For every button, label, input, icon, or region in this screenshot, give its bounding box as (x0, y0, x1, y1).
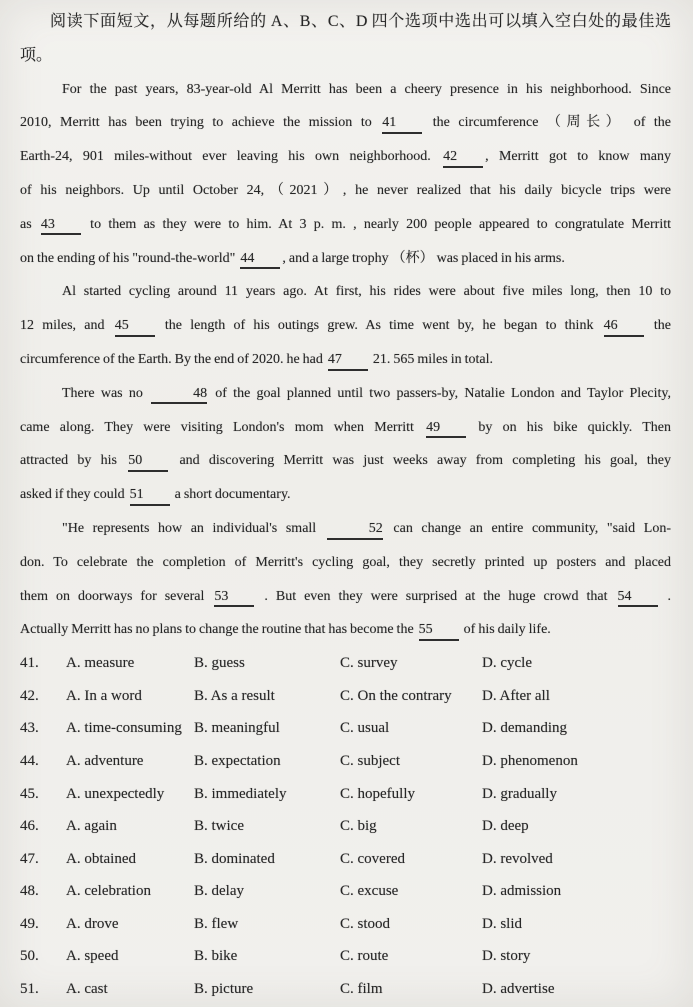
option-d: D. phenomenon (482, 752, 578, 769)
option-b: B. picture (194, 981, 254, 998)
option-c: C. survey (340, 655, 398, 672)
option-c: C. stood (340, 915, 391, 932)
blank-50: 50 (128, 454, 168, 472)
option-c: C. subject (340, 752, 400, 769)
option-d: D. demanding (482, 720, 567, 737)
question-row-45 (20, 778, 671, 811)
question-row-41 (20, 647, 671, 680)
option-b: B. As a result (194, 687, 275, 704)
option-c: C. hopefully (340, 785, 415, 802)
question-row-50 (20, 940, 671, 973)
blank-54: 54 (618, 590, 658, 608)
option-d: D. story (482, 948, 531, 965)
question-list (20, 647, 671, 1006)
passage-line: attracted by his 50 and discovering Merritt was just weeks away from completing his goal, they (20, 444, 671, 478)
question-row-48 (20, 875, 671, 908)
blank-48: 48 (151, 387, 207, 405)
question-number: 41. (20, 655, 39, 672)
question-number: 44. (20, 752, 39, 769)
option-b: B. twice (194, 818, 244, 835)
blank-49: 49 (426, 421, 466, 439)
option-d: D. cycle (482, 655, 532, 672)
option-c: C. excuse (340, 883, 399, 900)
blank-45: 45 (115, 319, 155, 337)
question-number: 49. (20, 915, 39, 932)
passage-line: 12 miles, and 45 the length of his outings grew. As time went by, he began to think 46 the (20, 309, 671, 343)
question-number: 46. (20, 818, 39, 835)
blank-52: 52 (327, 522, 383, 540)
option-b: B. expectation (194, 752, 281, 769)
passage-line: "He represents how an individual's small 52 can change an entire community, "said Lon- (20, 512, 671, 546)
blank-55: 55 (419, 623, 459, 641)
blank-43: 43 (41, 218, 81, 236)
option-b: B. guess (194, 655, 245, 672)
option-a: A. cast (66, 981, 108, 998)
option-c: C. On the contrary (340, 687, 452, 704)
option-c: C. film (340, 981, 383, 998)
passage-line: Actually Merritt has no plans to change the routine that has become the 55 of his daily life. (20, 613, 671, 647)
question-number: 42. (20, 687, 39, 704)
option-c: C. route (340, 948, 389, 965)
passage-line: them on doorways for several 53 . But even they were surprised at the huge crowd that 54 . (20, 580, 671, 614)
passage-line: Earth-24, 901 miles-without ever leaving his own neighborhood. 42 , Merritt got to know many (20, 140, 671, 174)
option-b: B. dominated (194, 850, 275, 867)
passage-line: circumference of the Earth. By the end of 2020. he had 47 21. 565 miles in total. (20, 343, 671, 377)
blank-42: 42 (443, 150, 483, 168)
option-a: A. obtained (66, 850, 136, 867)
blank-46: 46 (604, 319, 644, 337)
option-d: D. After all (482, 687, 550, 704)
passage (20, 5, 671, 647)
question-number: 43. (20, 720, 39, 737)
option-d: D. revolved (482, 850, 553, 867)
blank-44: 44 (240, 252, 280, 270)
passage-line: don. To celebrate the completion of Merritt's cycling goal, they secretly printed up posters and placed (20, 554, 671, 570)
blank-41: 41 (382, 116, 422, 134)
question-number: 48. (20, 883, 39, 900)
option-c: C. usual (340, 720, 390, 737)
option-b: B. meaningful (194, 720, 280, 737)
passage-line: 项。 (20, 46, 53, 64)
option-c: C. big (340, 818, 377, 835)
passage-line: 2010, Merritt has been trying to achieve the mission to 41 the circumference （周长） of the (20, 106, 671, 140)
passage-line: of his neighbors. Up until October 24,（2021）, he never realized that his daily bicycle trips were (20, 182, 671, 198)
option-a: A. again (66, 818, 117, 835)
question-row-47 (20, 843, 671, 876)
option-b: B. flew (194, 915, 239, 932)
passage-line: came along. They were visiting London's mom when Merritt 49 by on his bike quickly. Then (20, 411, 671, 445)
passage-line: Al started cycling around 11 years ago. At first, his rides were about five miles long, then 10 to (62, 284, 671, 300)
passage-line: For the past years, 83-year-old Al Merritt has been a cheery presence in his neighborhood. Since (62, 81, 671, 97)
option-d: D. admission (482, 883, 562, 900)
option-d: D. gradually (482, 785, 557, 802)
blank-47: 47 (328, 353, 368, 371)
option-b: B. immediately (194, 785, 287, 802)
option-a: A. drove (66, 915, 119, 932)
option-a: A. adventure (66, 752, 144, 769)
option-a: A. In a word (66, 687, 142, 704)
option-c: C. covered (340, 850, 405, 867)
blank-53: 53 (214, 590, 254, 608)
question-row-43 (20, 712, 671, 745)
option-a: A. measure (66, 655, 135, 672)
option-a: A. time-consuming (66, 720, 182, 737)
question-row-44 (20, 745, 671, 778)
option-b: B. delay (194, 883, 244, 900)
question-number: 47. (20, 850, 39, 867)
question-row-49 (20, 908, 671, 941)
passage-line: as 43 to them as they were to him. At 3 p. m. , nearly 200 people appeared to congratulate Merritt (20, 208, 671, 242)
question-row-51 (20, 973, 671, 1006)
option-d: D. advertise (482, 981, 555, 998)
question-number: 50. (20, 948, 39, 965)
passage-line: on the ending of his "round-the-world" 44 , and a large trophy （杯） was placed in his arms. (20, 242, 671, 276)
option-a: A. celebration (66, 883, 151, 900)
passage-line: 阅读下面短文，从每题所给的 A、B、C、D 四个选项中选出可以填入空白处的最佳选 (50, 13, 671, 30)
question-row-42 (20, 680, 671, 713)
passage-line: asked if they could 51 a short documentary. (20, 478, 671, 512)
option-d: D. slid (482, 915, 523, 932)
blank-51: 51 (130, 488, 170, 506)
question-row-46 (20, 810, 671, 843)
option-b: B. bike (194, 948, 238, 965)
option-a: A. unexpectedly (66, 785, 165, 802)
passage-line: There was no 48 of the goal planned until two passers-by, Natalie London and Taylor Plecity, (20, 377, 671, 411)
question-number: 45. (20, 785, 39, 802)
option-d: D. deep (482, 818, 529, 835)
question-number: 51. (20, 981, 39, 998)
option-a: A. speed (66, 948, 119, 965)
